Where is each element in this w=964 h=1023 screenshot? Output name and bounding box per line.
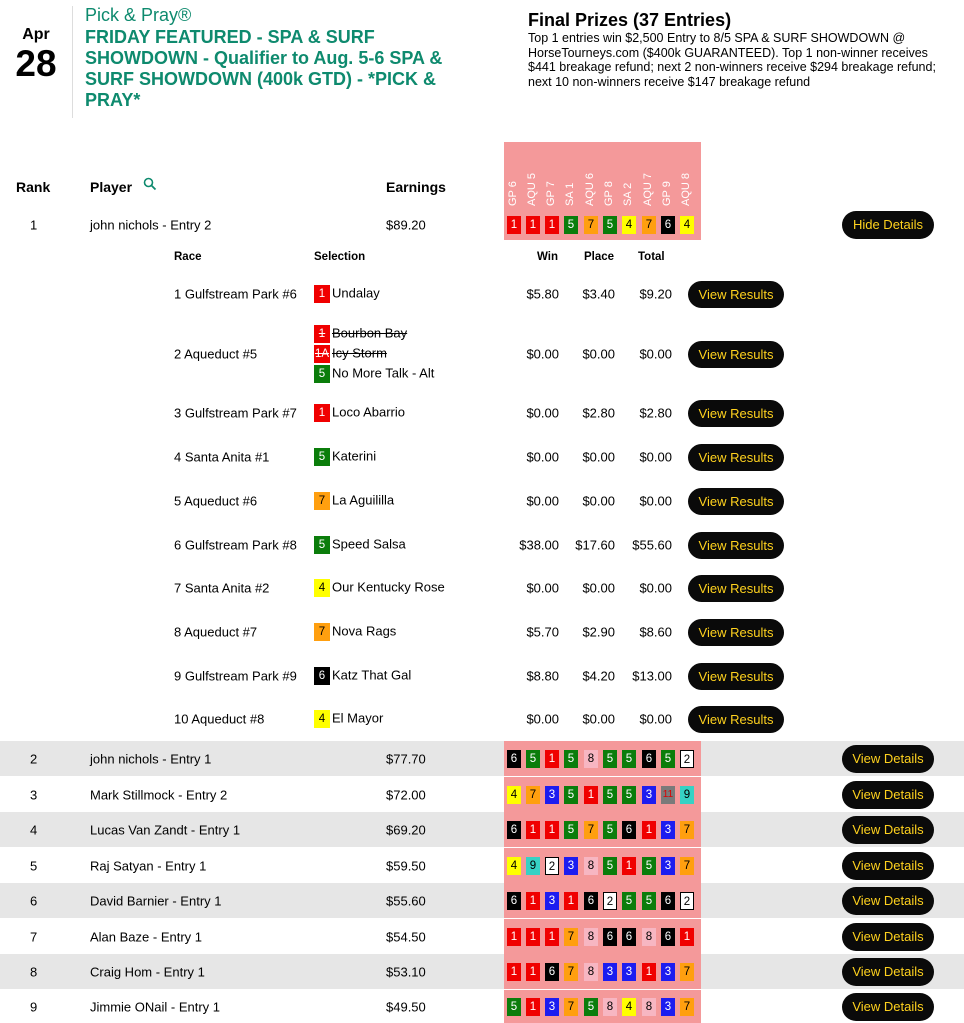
view-details-button[interactable]: View Details: [842, 923, 934, 951]
pick-number: 3: [661, 998, 675, 1016]
pick-number: 6: [584, 892, 598, 910]
race-header-label: AQU 6: [584, 172, 596, 206]
pick-number: 3: [661, 821, 675, 839]
details-row: [0, 656, 964, 696]
pick-number: 8: [642, 928, 656, 946]
horse-name: Loco Abarrio: [332, 404, 405, 420]
rank-cell: 8: [30, 964, 38, 979]
leaderboard-row: [0, 883, 964, 918]
leaderboard-row: [0, 919, 964, 954]
selection: [314, 667, 411, 685]
pick-number: 5: [603, 216, 617, 234]
pick-number: 5: [564, 786, 578, 804]
picks-strip: [504, 210, 701, 240]
earnings-cell: $55.60: [386, 893, 426, 908]
pick-number: 11: [661, 786, 675, 804]
prizes-description: Top 1 entries win $2,500 Entry to 8/5 SPA & SURF SHOWDOWN @ HorseTourneys.com ($400k GUARANTEED). Top 1 non-winner receives $441 breakage refund; next 2 non-winners receive $294 breakage refund; next 10 non-winners receive $147 breakage refund: [528, 31, 936, 89]
pick-number: 7: [680, 857, 694, 875]
picks-strip: [504, 883, 701, 918]
place-payout: $4.20: [582, 668, 615, 684]
pick-number: 8: [642, 998, 656, 1016]
selection: [314, 448, 376, 466]
pick-number: 5: [603, 821, 617, 839]
race-name: 8 Aqueduct #7: [174, 624, 258, 640]
details-win-header: Win: [537, 251, 558, 263]
pick-number: 6: [661, 216, 675, 234]
pick-number: 6: [603, 928, 617, 946]
view-results-button[interactable]: View Results: [688, 619, 784, 646]
date-month: Apr: [22, 26, 50, 43]
win-payout: $0.00: [526, 580, 559, 596]
view-details-button[interactable]: View Details: [842, 887, 934, 915]
pick-number: 1: [642, 821, 656, 839]
race-name: 1 Gulfstream Park #6: [174, 286, 297, 302]
pick-number: 5: [564, 821, 578, 839]
race-header-aqu-5: [526, 144, 540, 206]
pick-number: 1: [680, 928, 694, 946]
pick-number: 2: [680, 750, 694, 768]
program-number: 4: [314, 579, 330, 597]
win-payout: $8.80: [526, 668, 559, 684]
place-payout: $0.00: [582, 580, 615, 596]
pick-number: 7: [564, 928, 578, 946]
details-total-header: Total: [638, 251, 665, 263]
view-details-button[interactable]: View Details: [842, 958, 934, 986]
selection: [314, 492, 394, 510]
race-header-label: AQU 8: [680, 172, 692, 206]
details-row: [0, 525, 964, 565]
pick-number: 8: [584, 963, 598, 981]
picks-strip: [504, 812, 701, 847]
pick-number: 4: [507, 857, 521, 875]
pick-number: 1: [545, 821, 559, 839]
picks-strip: [504, 848, 701, 883]
race-header-label: GP 6: [507, 181, 519, 206]
race-header-sa-1: [564, 144, 578, 206]
race-header-aqu-7: [642, 144, 656, 206]
search-icon[interactable]: [143, 177, 157, 191]
race-header-gp-7: [545, 144, 559, 206]
pick-number: 2: [680, 892, 694, 910]
horse-name: Undalay: [332, 285, 380, 301]
pick-number: 1: [622, 857, 636, 875]
earnings-column-header: Earnings: [386, 179, 446, 195]
pick-number: 5: [622, 892, 636, 910]
picks-strip: [504, 990, 701, 1023]
pick-number: 5: [584, 998, 598, 1016]
earnings-cell: $89.20: [386, 217, 426, 233]
view-details-button[interactable]: View Details: [842, 852, 934, 880]
pick-number: 5: [622, 750, 636, 768]
pick-number: 1: [545, 216, 559, 234]
view-results-button[interactable]: View Results: [688, 341, 784, 368]
pick-number: 5: [603, 750, 617, 768]
horse-name: Katerini: [332, 448, 377, 464]
pick-number: 1: [526, 892, 540, 910]
player-name[interactable]: Alan Baze - Entry 1: [90, 929, 202, 944]
race-header-aqu-6: [584, 144, 598, 206]
pick-number: 2: [603, 892, 617, 910]
total-payout: $0.00: [639, 346, 672, 362]
rank-column-header: Rank: [16, 179, 51, 195]
total-payout: $55.60: [632, 537, 672, 553]
program-number: 4: [314, 710, 330, 728]
race-name: 4 Santa Anita #1: [174, 449, 270, 465]
pick-number: 3: [545, 892, 559, 910]
pick-number: 4: [622, 216, 636, 234]
rank-cell: 4: [30, 822, 38, 837]
pick-number: 6: [545, 963, 559, 981]
program-number: 5: [314, 365, 330, 383]
place-payout: $2.90: [582, 624, 615, 640]
scratched-selection: [314, 345, 387, 363]
selection: [314, 623, 396, 641]
pick-number: 8: [584, 857, 598, 875]
win-payout: $0.00: [526, 449, 559, 465]
horse-name: No More Talk - Alt: [332, 365, 435, 381]
leaderboard-row: [0, 812, 964, 847]
hide-details-button[interactable]: Hide Details: [842, 211, 934, 239]
program-number: 6: [314, 667, 330, 685]
scratched-selection: [314, 325, 407, 343]
win-payout: $0.00: [526, 346, 559, 362]
view-results-button[interactable]: View Results: [688, 281, 784, 308]
race-header-gp-8: [603, 144, 617, 206]
pick-number: 6: [622, 928, 636, 946]
details-row: [0, 274, 964, 314]
rank-cell: 6: [30, 893, 38, 908]
player-name[interactable]: Mark Stillmock - Entry 2: [90, 787, 228, 802]
program-number: 7: [314, 492, 330, 510]
selection: [314, 404, 405, 422]
total-payout: $0.00: [639, 493, 672, 509]
view-results-button[interactable]: View Results: [688, 532, 784, 559]
details-row: [0, 568, 964, 608]
horse-name: Nova Rags: [332, 623, 397, 639]
total-payout: $0.00: [639, 580, 672, 596]
pick-number: 5: [603, 857, 617, 875]
race-header-label: GP 7: [545, 181, 557, 206]
leaderboard-row: [0, 777, 964, 812]
picks-strip: [504, 777, 701, 812]
player-name[interactable]: Lucas Van Zandt - Entry 1: [90, 822, 241, 837]
total-payout: $9.20: [639, 286, 672, 302]
pick-number: 6: [661, 892, 675, 910]
program-number: 1A: [314, 345, 330, 363]
rank-cell: 3: [30, 787, 38, 802]
header-divider: [72, 6, 73, 118]
win-payout: $0.00: [526, 493, 559, 509]
win-payout: $38.00: [519, 537, 559, 553]
win-payout: $0.00: [526, 711, 559, 727]
total-payout: $2.80: [639, 405, 672, 421]
pick-number: 5: [507, 998, 521, 1016]
pick-number: 7: [680, 998, 694, 1016]
program-number: 5: [314, 448, 330, 466]
pick-number: 5: [526, 750, 540, 768]
leaderboard-row: [0, 848, 964, 883]
rank-cell: 1: [30, 217, 38, 233]
race-header-gp-9: [661, 144, 675, 206]
race-header-label: SA 1: [564, 182, 576, 206]
view-details-button[interactable]: View Details: [842, 745, 934, 773]
pick-number: 3: [545, 786, 559, 804]
earnings-cell: $59.50: [386, 858, 426, 873]
earnings-cell: $49.50: [386, 999, 426, 1014]
contest-title: FRIDAY FEATURED - SPA & SURF SHOWDOWN - Qualifier to Aug. 5-6 SPA & SURF SHOWDOWN (400k GTD) - *PICK & PRAY*: [85, 27, 443, 110]
pick-number: 6: [642, 750, 656, 768]
place-payout: $3.40: [582, 286, 615, 302]
pick-number: 5: [642, 892, 656, 910]
win-payout: $5.80: [526, 286, 559, 302]
pick-number: 5: [661, 750, 675, 768]
selection: [314, 579, 445, 597]
place-payout: $17.60: [575, 537, 615, 553]
horse-name: El Mayor: [332, 710, 384, 726]
pick-number: 1: [564, 892, 578, 910]
rank-cell: 5: [30, 858, 38, 873]
date-day: 28: [15, 43, 57, 84]
horse-name: La Aguililla: [332, 492, 395, 508]
pick-number: 3: [661, 963, 675, 981]
pick-number: 6: [661, 928, 675, 946]
pick-number: 3: [661, 857, 675, 875]
pick-number: 8: [603, 998, 617, 1016]
race-header-sa-2: [622, 144, 636, 206]
horse-name: Speed Salsa: [332, 536, 406, 552]
pick-number: 1: [526, 998, 540, 1016]
player-name[interactable]: john nichols - Entry 1: [90, 751, 212, 766]
prizes-title: Final Prizes (37 Entries): [528, 10, 732, 30]
player-name[interactable]: Raj Satyan - Entry 1: [90, 858, 207, 873]
program-number: 1: [314, 285, 330, 303]
total-payout: $0.00: [639, 711, 672, 727]
horse-name: Icy Storm: [332, 345, 387, 361]
race-header-label: AQU 7: [642, 172, 654, 206]
program-number: 1: [314, 404, 330, 422]
contest-title-block: [85, 5, 490, 111]
rank-cell: 7: [30, 929, 38, 944]
pick-number: 1: [545, 928, 559, 946]
program-number: 5: [314, 536, 330, 554]
pick-number: 3: [545, 998, 559, 1016]
date-badge: [10, 26, 62, 84]
details-row: [0, 437, 964, 477]
pick-number: 1: [526, 216, 540, 234]
race-header-label: GP 9: [661, 181, 673, 206]
race-header-label: AQU 5: [526, 172, 538, 206]
earnings-cell: $54.50: [386, 929, 426, 944]
picks-strip: [504, 919, 701, 954]
details-row: [0, 612, 964, 652]
pick-number: 8: [584, 928, 598, 946]
prizes-panel: [528, 10, 953, 89]
pick-number: 1: [507, 963, 521, 981]
pick-number: 7: [680, 963, 694, 981]
horse-name: Bourbon Bay: [332, 325, 408, 341]
race-header-label: GP 8: [603, 181, 615, 206]
race-header-label: SA 2: [622, 182, 634, 206]
player-name[interactable]: Craig Hom - Entry 1: [90, 964, 205, 979]
total-payout: $0.00: [639, 449, 672, 465]
pick-number: 4: [622, 998, 636, 1016]
pick-number: 1: [545, 750, 559, 768]
view-results-button[interactable]: View Results: [688, 400, 784, 427]
race-name: 7 Santa Anita #2: [174, 580, 270, 596]
total-payout: $13.00: [632, 668, 672, 684]
race-name: 2 Aqueduct #5: [174, 346, 258, 362]
place-payout: $0.00: [582, 346, 615, 362]
race-column-headers: [504, 142, 701, 210]
view-details-button[interactable]: View Details: [842, 781, 934, 809]
brand-name: Pick & Pray®: [85, 5, 192, 25]
pick-number: 7: [584, 216, 598, 234]
earnings-cell: $72.00: [386, 787, 426, 802]
pick-number: 5: [642, 857, 656, 875]
selection: [314, 710, 383, 728]
win-payout: $0.00: [526, 405, 559, 421]
pick-number: 9: [526, 857, 540, 875]
details-row: [0, 699, 964, 739]
pick-number: 1: [526, 821, 540, 839]
view-results-button[interactable]: View Results: [688, 488, 784, 515]
view-results-button[interactable]: View Results: [688, 444, 784, 471]
pick-number: 6: [507, 750, 521, 768]
view-details-button[interactable]: View Details: [842, 816, 934, 844]
selection: [314, 285, 380, 303]
pick-number: 7: [680, 821, 694, 839]
pick-number: 1: [507, 216, 521, 234]
leaderboard-row: [0, 210, 964, 240]
pick-number: 1: [526, 928, 540, 946]
pick-number: 4: [507, 786, 521, 804]
place-payout: $0.00: [582, 711, 615, 727]
horse-name: Katz That Gal: [332, 667, 412, 683]
player-name[interactable]: john nichols - Entry 2: [90, 217, 212, 233]
race-name: 9 Gulfstream Park #9: [174, 668, 297, 684]
pick-number: 7: [584, 821, 598, 839]
details-race-header: Race: [174, 251, 202, 263]
pick-number: 9: [680, 786, 694, 804]
pick-number: 5: [603, 786, 617, 804]
pick-number: 7: [564, 963, 578, 981]
leaderboard-row: [0, 741, 964, 776]
race-name: 6 Gulfstream Park #8: [174, 537, 297, 553]
place-payout: $2.80: [582, 405, 615, 421]
program-number: 7: [314, 623, 330, 641]
pick-number: 1: [642, 963, 656, 981]
pick-number: 3: [564, 857, 578, 875]
details-row: [0, 322, 964, 386]
pick-number: 2: [545, 857, 559, 875]
selection: [314, 365, 434, 383]
race-header-aqu-8: [680, 144, 694, 206]
pick-number: 3: [603, 963, 617, 981]
view-results-button[interactable]: View Results: [688, 663, 784, 690]
pick-number: 6: [507, 821, 521, 839]
horse-name: Our Kentucky Rose: [332, 579, 445, 595]
details-place-header: Place: [584, 251, 615, 263]
win-payout: $5.70: [526, 624, 559, 640]
earnings-cell: $77.70: [386, 751, 426, 766]
program-number: 1: [314, 325, 330, 343]
player-name[interactable]: Jimmie ONail - Entry 1: [90, 999, 221, 1014]
details-row: [0, 393, 964, 433]
pick-number: 1: [507, 928, 521, 946]
total-payout: $8.60: [639, 624, 672, 640]
view-results-button[interactable]: View Results: [688, 706, 784, 733]
pick-number: 4: [680, 216, 694, 234]
race-header-gp-6: [507, 144, 521, 206]
pick-number: 1: [526, 963, 540, 981]
place-payout: $0.00: [582, 493, 615, 509]
pick-number: 7: [526, 786, 540, 804]
pick-number: 5: [564, 750, 578, 768]
rank-cell: 9: [30, 999, 38, 1014]
picks-strip: [504, 954, 701, 989]
pick-number: 6: [507, 892, 521, 910]
view-results-button[interactable]: View Results: [688, 575, 784, 602]
pick-number: 7: [642, 216, 656, 234]
details-row: [0, 481, 964, 521]
pick-number: 7: [564, 998, 578, 1016]
pick-number: 3: [642, 786, 656, 804]
player-name[interactable]: David Barnier - Entry 1: [90, 893, 222, 908]
earnings-cell: $69.20: [386, 822, 426, 837]
player-column-header[interactable]: Player: [90, 179, 133, 195]
pick-number: 1: [584, 786, 598, 804]
rank-cell: 2: [30, 751, 38, 766]
view-details-button[interactable]: View Details: [842, 993, 934, 1021]
leaderboard-row: [0, 990, 964, 1023]
place-payout: $0.00: [582, 449, 615, 465]
pick-number: 6: [622, 821, 636, 839]
leaderboard-row: [0, 954, 964, 989]
pick-number: 3: [622, 963, 636, 981]
selection: [314, 536, 406, 554]
race-name: 3 Gulfstream Park #7: [174, 405, 297, 421]
pick-number: 5: [622, 786, 636, 804]
pick-number: 8: [584, 750, 598, 768]
race-name: 10 Aqueduct #8: [174, 711, 265, 727]
earnings-cell: $53.10: [386, 964, 426, 979]
picks-strip: [504, 741, 701, 776]
race-name: 5 Aqueduct #6: [174, 493, 258, 509]
pick-number: 5: [564, 216, 578, 234]
details-selection-header: Selection: [314, 251, 366, 263]
